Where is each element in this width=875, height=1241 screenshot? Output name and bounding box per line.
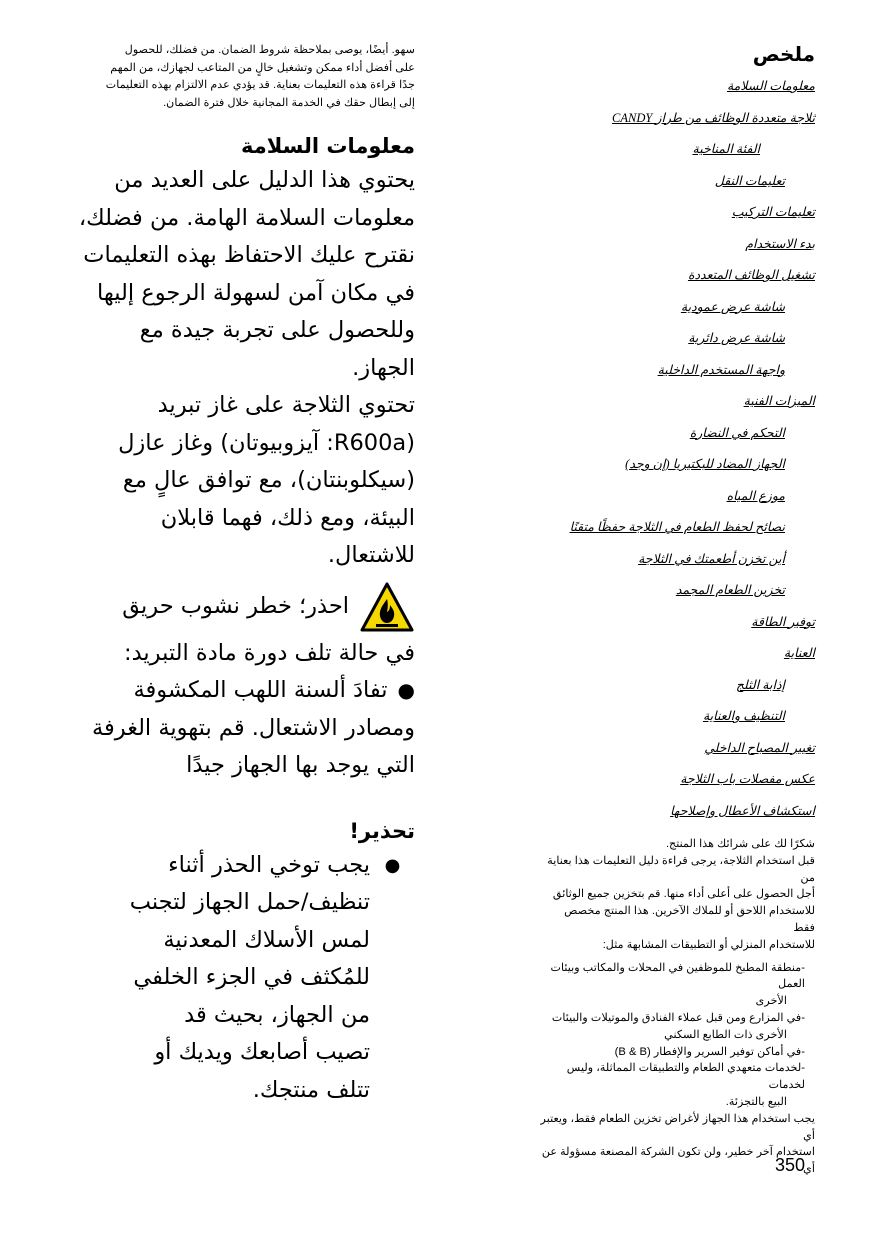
text-line: ومصادر الاشتعال. قم بتهوية الغرفة: [91, 714, 415, 741]
text-line: استخدام آخر خطير، ولن تكون الشركة المصنعة مسؤولة عن أي: [541, 1146, 815, 1176]
text-line: على أفضل أداء ممكن وتشغيل خالٍ من المتاعب لجهازك، من المهم: [110, 61, 415, 74]
safety-paragraph: [78, 162, 415, 575]
toc-link[interactable]: الميزات الفنية: [743, 394, 815, 408]
summary-title: ملخص: [752, 42, 815, 66]
toc-link[interactable]: الفئة المناخية: [692, 142, 760, 156]
toc-link[interactable]: عكس مفصلات باب الثلاجة: [680, 772, 815, 786]
text-line: لمس الأسلاك المعدنية: [163, 926, 370, 953]
toc-link[interactable]: إذابة الثلج: [735, 677, 785, 692]
text-line: يجب استخدام هذا الجهاز لأغراض تخزين الطعام فقط، ويعتبر أي: [540, 1112, 815, 1142]
fire-warning-row: [78, 581, 415, 633]
text-line: أجل الحصول على أعلى أداء منها. قم بتخزين جميع الوثائق: [552, 888, 815, 901]
bullet-text: تفادَ ألسنة اللهب المكشوفة: [133, 677, 388, 704]
flammable-warning-icon: [359, 581, 415, 633]
toc-link[interactable]: ثلاجة متعددة الوظائف من طراز CANDY: [612, 110, 815, 125]
bullet-item: [78, 672, 415, 710]
text-line: البيئة، ومع ذلك، فهما قابلان: [160, 504, 415, 531]
text-line: سهو. أيضًا، يوصى بملاحظة شروط الضمان. من فضلك، للحصول: [124, 44, 415, 56]
list-item: -في المزارع ومن قبل عملاء الفنادق والموتيلات والبيئات: [551, 1011, 805, 1024]
list-item: -لخدمات متعهدي الطعام والتطبيقات المماثلة، وليس لخدمات: [566, 1062, 805, 1092]
text-line: الجهاز.: [352, 354, 415, 381]
list-item: الأخرى ذات الطابع السكني: [664, 1028, 787, 1041]
text-line: للاشتعال.: [327, 542, 415, 569]
warning-body: [78, 847, 415, 1110]
toc-link[interactable]: تغيير المصباح الداخلي: [704, 740, 815, 755]
refrigerant-damage-paragraph: [78, 635, 415, 785]
toc-link[interactable]: شاشة عرض عمودية: [680, 299, 785, 314]
toc-link[interactable]: واجهة المستخدم الداخلية: [657, 362, 785, 377]
toc-link[interactable]: أين تخزن أطعمتك في الثلاجة: [638, 551, 785, 566]
text-line: نقترح عليك الاحتفاظ بهذه التعليمات: [83, 242, 415, 269]
text-line: معلومات السلامة الهامة. من فضلك،: [78, 204, 415, 231]
warning-text: [125, 847, 370, 1110]
toc-link[interactable]: استكشاف الأعطال وإصلاحها: [670, 803, 815, 818]
toc-link[interactable]: تخزين الطعام المجمد: [675, 583, 785, 597]
table-of-contents: [540, 74, 815, 830]
text-line: تنظيف/حمل الجهاز لتجنب: [129, 889, 370, 916]
toc-link[interactable]: تعليمات التركيب: [731, 205, 815, 219]
text-line: يجب توخي الحذر أثناء: [168, 851, 370, 878]
toc-link[interactable]: التنظيف والعناية: [702, 709, 785, 723]
warranty-intro: [78, 42, 415, 112]
right-column: [540, 42, 815, 1178]
toc-link[interactable]: تشغيل الوظائف المتعددة: [687, 268, 815, 282]
text-line: (R600a: آيزوبيوتان) وغاز عازل: [118, 429, 415, 456]
text-line: في مكان آمن لسهولة الرجوع إليها: [97, 279, 415, 306]
left-column: [78, 42, 415, 1109]
list-item: -في أماكن توفير السرير والإفطار (B & B): [614, 1045, 805, 1058]
text-line: قبل استخدام الثلاجة، يرجى قراءة دليل التعليمات هذا بعناية من: [547, 854, 815, 884]
text-line: التي يوجد بها الجهاز جيدًا: [186, 752, 415, 779]
text-line: يحتوي هذا الدليل على العديد من: [114, 167, 415, 194]
text-line: للمُكثف في الجزء الخلفي: [133, 964, 370, 991]
text-line: للاستخدام المنزلي أو التطبيقات المشابهة مثل:: [602, 938, 815, 951]
list-item: الأخرى: [755, 995, 787, 1008]
usage-list: [540, 960, 815, 1111]
toc-link[interactable]: العناية: [783, 646, 815, 660]
fire-warning-text: احذر؛ خطر نشوب حريق: [122, 593, 349, 620]
text-line: جدًا قراءة هذه التعليمات بعناية. قد يؤدي عدم الالتزام بهذه التعليمات: [105, 79, 415, 92]
toc-link[interactable]: تعليمات النقل: [714, 173, 785, 188]
toc-link[interactable]: التحكم في النضارة: [689, 425, 785, 440]
list-item: البيع بالتجزئة.: [725, 1095, 787, 1108]
safety-heading: معلومات السلامة: [240, 134, 415, 159]
page-number: 350: [775, 1155, 806, 1175]
bullet-icon: ●: [384, 854, 401, 876]
warning-heading: تحذير!: [349, 818, 415, 843]
text-line: تحتوي الثلاجة على غاز تبريد: [157, 392, 415, 419]
toc-link[interactable]: معلومات السلامة: [726, 79, 815, 93]
text-line: من الجهاز، بحيث قد: [184, 1001, 370, 1028]
toc-link[interactable]: موزع المياه: [726, 488, 785, 503]
intro-paragraph: [540, 836, 815, 1178]
toc-link[interactable]: توفير الطاقة: [751, 614, 815, 629]
toc-link[interactable]: بدء الاستخدام: [745, 236, 815, 251]
text-line: في حالة تلف دورة مادة التبريد:: [124, 639, 415, 666]
text-line: (سيكلوبنتان)، مع توافق عالٍ مع: [122, 467, 415, 494]
text-line: تصيب أصابعك ويديك أو: [154, 1039, 370, 1066]
text-line: تتلف منتجك.: [252, 1076, 370, 1103]
text-line: إلى إبطال حقك في الخدمة المجانية خلال فترة الضمان.: [163, 96, 415, 109]
toc-link[interactable]: نصائح لحفظ الطعام في الثلاجة حفظًا متقنًا: [569, 520, 785, 534]
toc-link[interactable]: الجهاز المضاد للبكتيريا (إن وجد): [625, 457, 785, 471]
list-item: -منطقة المطبخ للموظفين في المحلات والمكاتب وبيئات العمل: [550, 961, 805, 991]
toc-link[interactable]: شاشة عرض دائرية: [688, 331, 785, 345]
text-line: للاستخدام اللاحق أو للملاك الآخرين. هذا المنتج مخصص فقط: [564, 905, 815, 934]
text-line: وللحصول على تجربة جيدة مع: [139, 317, 415, 344]
text-line: شكرًا لك على شرائك هذا المنتج.: [665, 838, 815, 850]
